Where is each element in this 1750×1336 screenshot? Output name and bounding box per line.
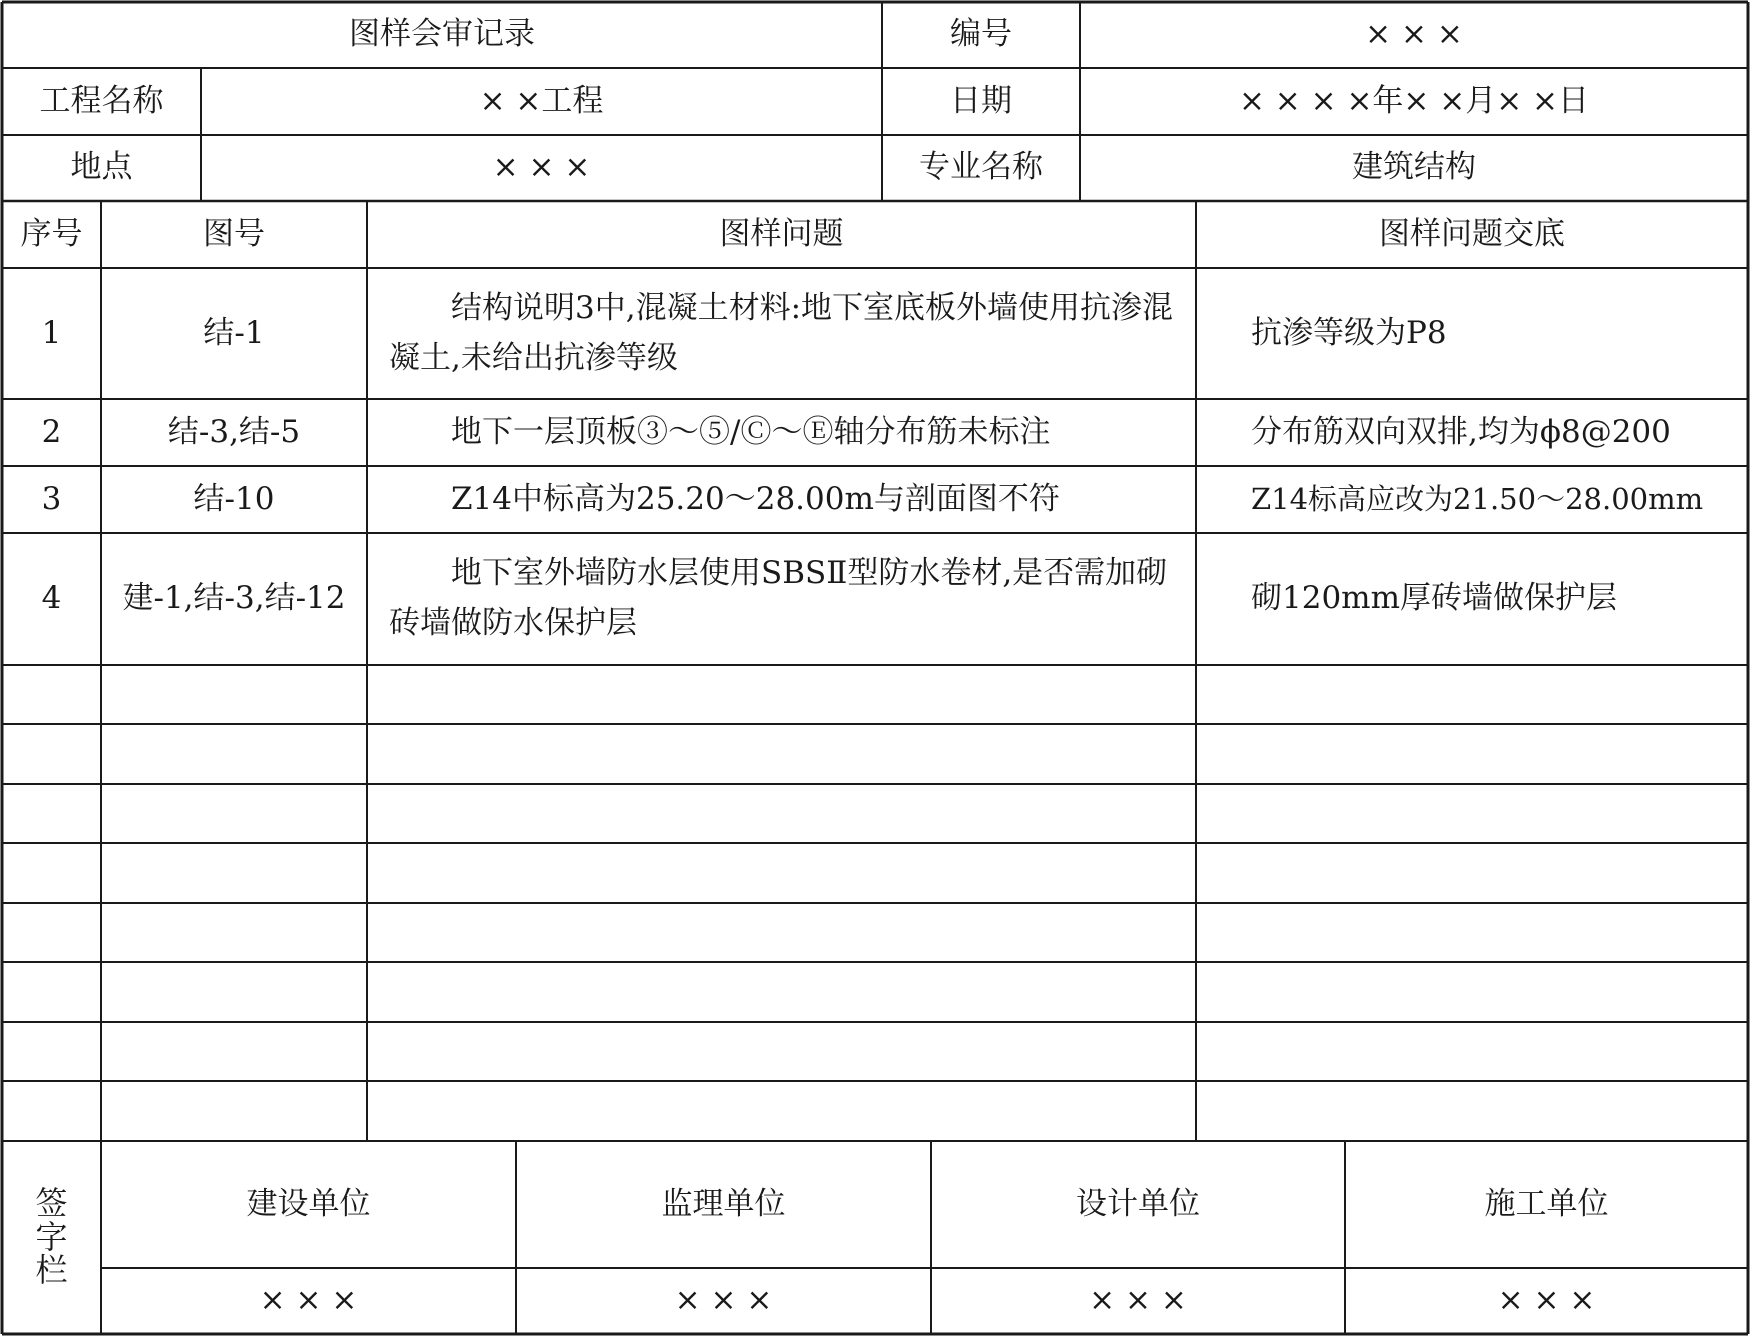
row-1-seq: 1 bbox=[41, 314, 62, 351]
row-4-issue-text: 地下室外墙防水层使用SBSⅡ型防水卷材,是否需加砌砖墙做防水保护层 bbox=[389, 555, 1168, 641]
column-header-resolution: 图样问题交底 bbox=[1379, 215, 1565, 252]
column-header-issue: 图样问题 bbox=[719, 215, 844, 252]
row-2-resolution: 分布筋双向双排,均为ϕ8@200 bbox=[1251, 413, 1671, 450]
row-4-issue bbox=[367, 533, 1196, 665]
signature-label-char-1: 签 bbox=[35, 1184, 68, 1223]
row-4-drawing-no: 建-1,结-3,结-12 bbox=[122, 580, 346, 617]
location-label: 地点 bbox=[70, 149, 133, 186]
supervision-unit-signature: × × × bbox=[674, 1282, 773, 1319]
row-3-seq: 3 bbox=[41, 480, 62, 517]
row-1-drawing-no: 结-1 bbox=[203, 314, 265, 351]
builder-unit-signature: × × × bbox=[1497, 1282, 1596, 1319]
signature-label-char-2: 字 bbox=[35, 1217, 68, 1256]
date-label: 日期 bbox=[950, 82, 1012, 119]
row-3-resolution: Z14标高应改为21.50～28.00mm bbox=[1251, 482, 1704, 517]
number-label: 编号 bbox=[950, 16, 1012, 53]
column-header-drawing-no: 图号 bbox=[203, 215, 265, 252]
construction-unit-label: 建设单位 bbox=[246, 1185, 371, 1222]
supervision-unit-label: 监理单位 bbox=[661, 1185, 786, 1222]
signature-label-char-3: 栏 bbox=[35, 1251, 68, 1290]
number-value: × × × bbox=[1365, 16, 1463, 53]
discipline-label: 专业名称 bbox=[919, 149, 1043, 186]
column-header-seq: 序号 bbox=[20, 215, 83, 252]
project-name-label: 工程名称 bbox=[39, 82, 164, 119]
location-value: × × × bbox=[492, 149, 591, 186]
row-3-issue-text: Z14中标高为25.20～28.00m与剖面图不符 bbox=[451, 480, 1060, 517]
row-2-seq: 2 bbox=[41, 413, 62, 450]
design-unit-label: 设计单位 bbox=[1076, 1185, 1200, 1222]
discipline-value: 建筑结构 bbox=[1352, 149, 1476, 186]
row-1-issue bbox=[367, 268, 1196, 399]
row-4-seq: 4 bbox=[41, 580, 62, 617]
row-1-resolution: 抗渗等级为P8 bbox=[1251, 314, 1447, 351]
row-3-drawing-no: 结-10 bbox=[193, 480, 275, 517]
row-1-issue-text: 结构说明3中,混凝土材料:地下室底板外墙使用抗渗混凝土,未给出抗渗等级 bbox=[389, 289, 1174, 376]
design-unit-signature: × × × bbox=[1089, 1282, 1187, 1319]
form-title: 图样会审记录 bbox=[349, 16, 535, 53]
signature-label bbox=[2, 1141, 101, 1334]
construction-unit-signature: × × × bbox=[259, 1282, 358, 1319]
row-4-resolution: 砌120mm厚砖墙做保护层 bbox=[1251, 580, 1617, 617]
row-2-issue bbox=[367, 399, 1196, 466]
date-value: × × × ×年× ×月× ×日 bbox=[1238, 82, 1590, 119]
row-3-issue bbox=[367, 466, 1196, 533]
row-2-issue-text: 地下一层顶板③～⑤/Ⓒ～Ⓔ轴分布筋未标注 bbox=[451, 413, 1051, 450]
builder-unit-label: 施工单位 bbox=[1484, 1185, 1609, 1222]
project-name-value: × ×工程 bbox=[479, 82, 604, 119]
row-2-drawing-no: 结-3,结-5 bbox=[167, 413, 301, 450]
